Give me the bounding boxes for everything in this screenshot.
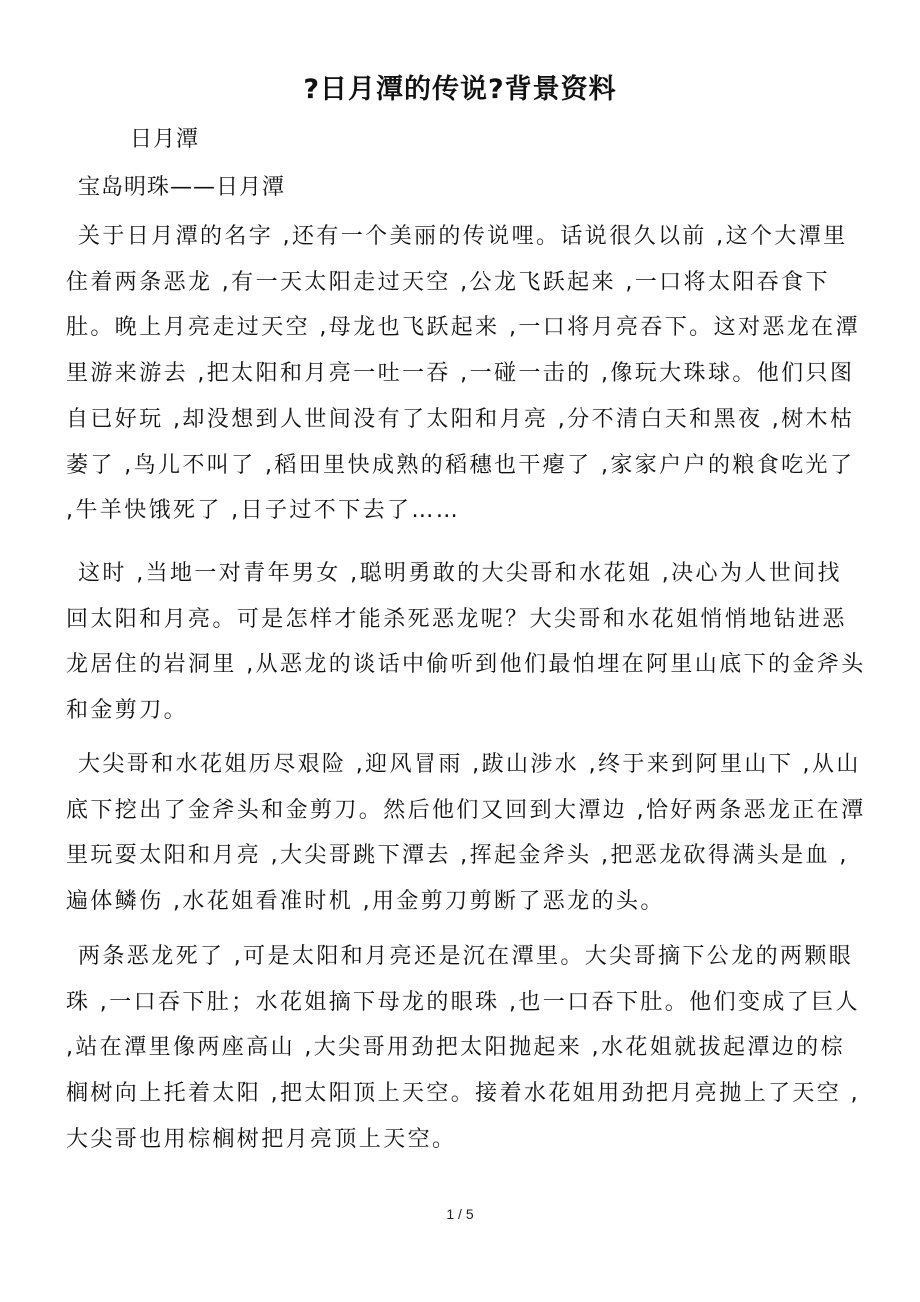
paragraph: 大尖哥和水花姐历尽艰险 ,迎风冒雨 ,跋山涉水 ,终于来到阿里山下 ,从山底下挖出了金斧头和金剪刀。然后他们又回到大潭边 ,恰好两条恶龙正在潭里玩耍太阳和月亮 ,大尖哥跳下潭去 ,挥起金斧头 ,把恶龙砍得满头是血 ,遍体鳞伤 ,水花姐看准时机 ,用金剪刀剪断了恶龙的头。 bbox=[66, 752, 866, 915]
paragraph: 两条恶龙死了 ,可是太阳和月亮还是沉在潭里。大尖哥摘下公龙的两颗眼珠 ,一口吞下肚；水花姐摘下母龙的眼珠 ,也一口吞下肚。他们变成了巨人 ,站在潭里像两座高山 ,大尖哥用劲把太阳抛起来 ,水花姐就拔起潭边的棕榈树向上托着太阳 ,把太阳顶上天空。接着水花姐用劲把月亮抛上了天空 ,大尖哥也用棕榈树把月亮顶上天空。 bbox=[66, 944, 860, 1152]
paragraph: 这时 ,当地一对青年男女 ,聪明勇敢的大尖哥和水花姐 ,决心为人世间找回太阳和月亮。可是怎样才能杀死恶龙呢？大尖哥和水花姐悄悄地钻进恶龙居住的岩洞里 ,从恶龙的谈话中偷听到他们最怕埋在阿里山底下的金斧头和金剪刀。 bbox=[66, 561, 866, 724]
section-heading: 日月潭 bbox=[130, 127, 200, 152]
paragraph: 关于日月潭的名字 ,还有一个美丽的传说哩。话说很久以前 ,这个大潭里住着两条恶龙 ,有一天太阳走过天空 ,公龙飞跃起来 ,一口将太阳吞食下肚。晚上月亮走过天空 ,母龙也飞跃起来 ,一口将月亮吞下。这对恶龙在潭里游来游去 ,把太阳和月亮一吐一吞 ,一碰一击的 ,像玩大珠球。他们只图自已好玩 ,却没想到人世间没有了太阳和月亮 ,分不清白天和黑夜 ,树木枯萎了 ,鸟儿不叫了 ,稻田里快成熟的稻穗也干瘪了 ,家家户户的粮食吃光了 ,牛羊快饿死了 ,日子过不下去了…… bbox=[66, 224, 860, 524]
document-title: ?日月潭的传说?背景资料 bbox=[303, 74, 617, 105]
page-number: 1 / 5 bbox=[446, 1206, 474, 1222]
section-subheading: 宝岛明珠——日月潭 bbox=[78, 175, 286, 200]
